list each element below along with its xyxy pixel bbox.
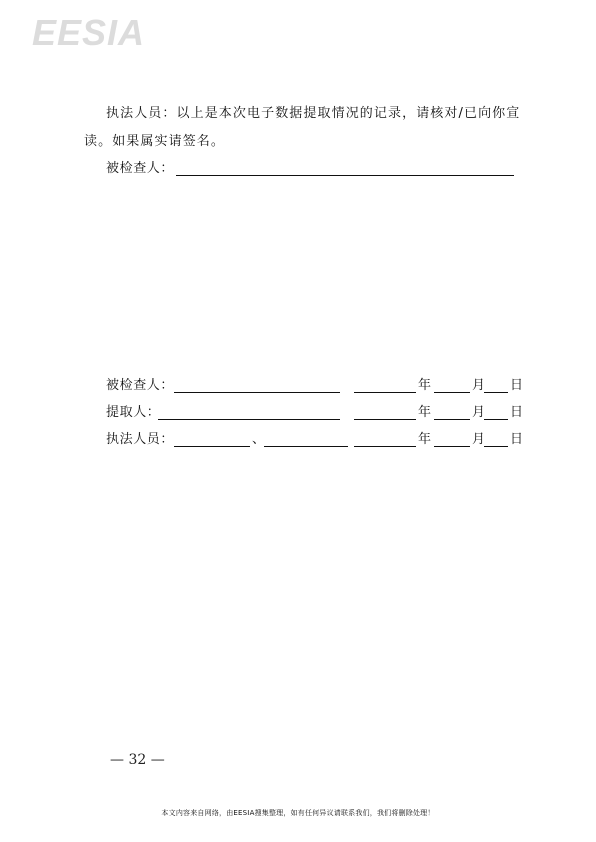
name-line[interactable] <box>158 419 340 420</box>
year-label: 年 <box>418 405 432 420</box>
name-line[interactable] <box>174 392 340 393</box>
day-line[interactable] <box>484 392 508 393</box>
page-number: — 32 — <box>110 752 165 768</box>
footer-disclaimer: 本文内容来自网络，由EESIA搜集整理，如有任何异议请联系我们，我们将删除处理！ <box>161 809 435 817</box>
signature-top-label: 被检查人： <box>106 161 175 176</box>
statement-line-1: 执法人员：以上是本次电子数据提取情况的记录，请核对/已向你宣 <box>106 106 521 121</box>
signature-top-row <box>106 161 526 177</box>
month-label: 月 <box>472 405 486 420</box>
row-label: 执法人员： <box>106 432 175 447</box>
signature-row-officers <box>106 432 526 448</box>
day-label: 日 <box>510 405 524 420</box>
day-label: 日 <box>510 432 524 447</box>
day-line[interactable] <box>484 419 508 420</box>
eesia-logo: EESIA <box>32 12 146 53</box>
signature-row-extractor <box>106 405 526 421</box>
year-line[interactable] <box>354 419 416 420</box>
month-line[interactable] <box>434 419 470 420</box>
row-label: 被检查人： <box>106 378 175 393</box>
signature-top-line[interactable] <box>176 175 514 176</box>
month-line[interactable] <box>434 392 470 393</box>
officer-2-line[interactable] <box>264 446 348 447</box>
year-line[interactable] <box>354 392 416 393</box>
month-label: 月 <box>472 378 486 393</box>
officer-separator: 、 <box>252 432 266 447</box>
year-line[interactable] <box>354 446 416 447</box>
year-label: 年 <box>418 432 432 447</box>
month-line[interactable] <box>434 446 470 447</box>
row-label: 提取人： <box>106 405 161 420</box>
year-label: 年 <box>418 378 432 393</box>
day-line[interactable] <box>484 446 508 447</box>
month-label: 月 <box>472 432 486 447</box>
statement-paragraph <box>84 100 521 156</box>
day-label: 日 <box>510 378 524 393</box>
officer-1-line[interactable] <box>174 446 250 447</box>
statement-line-2: 读。如果属实请签名。 <box>84 134 226 149</box>
signature-row-inspected <box>106 378 526 394</box>
